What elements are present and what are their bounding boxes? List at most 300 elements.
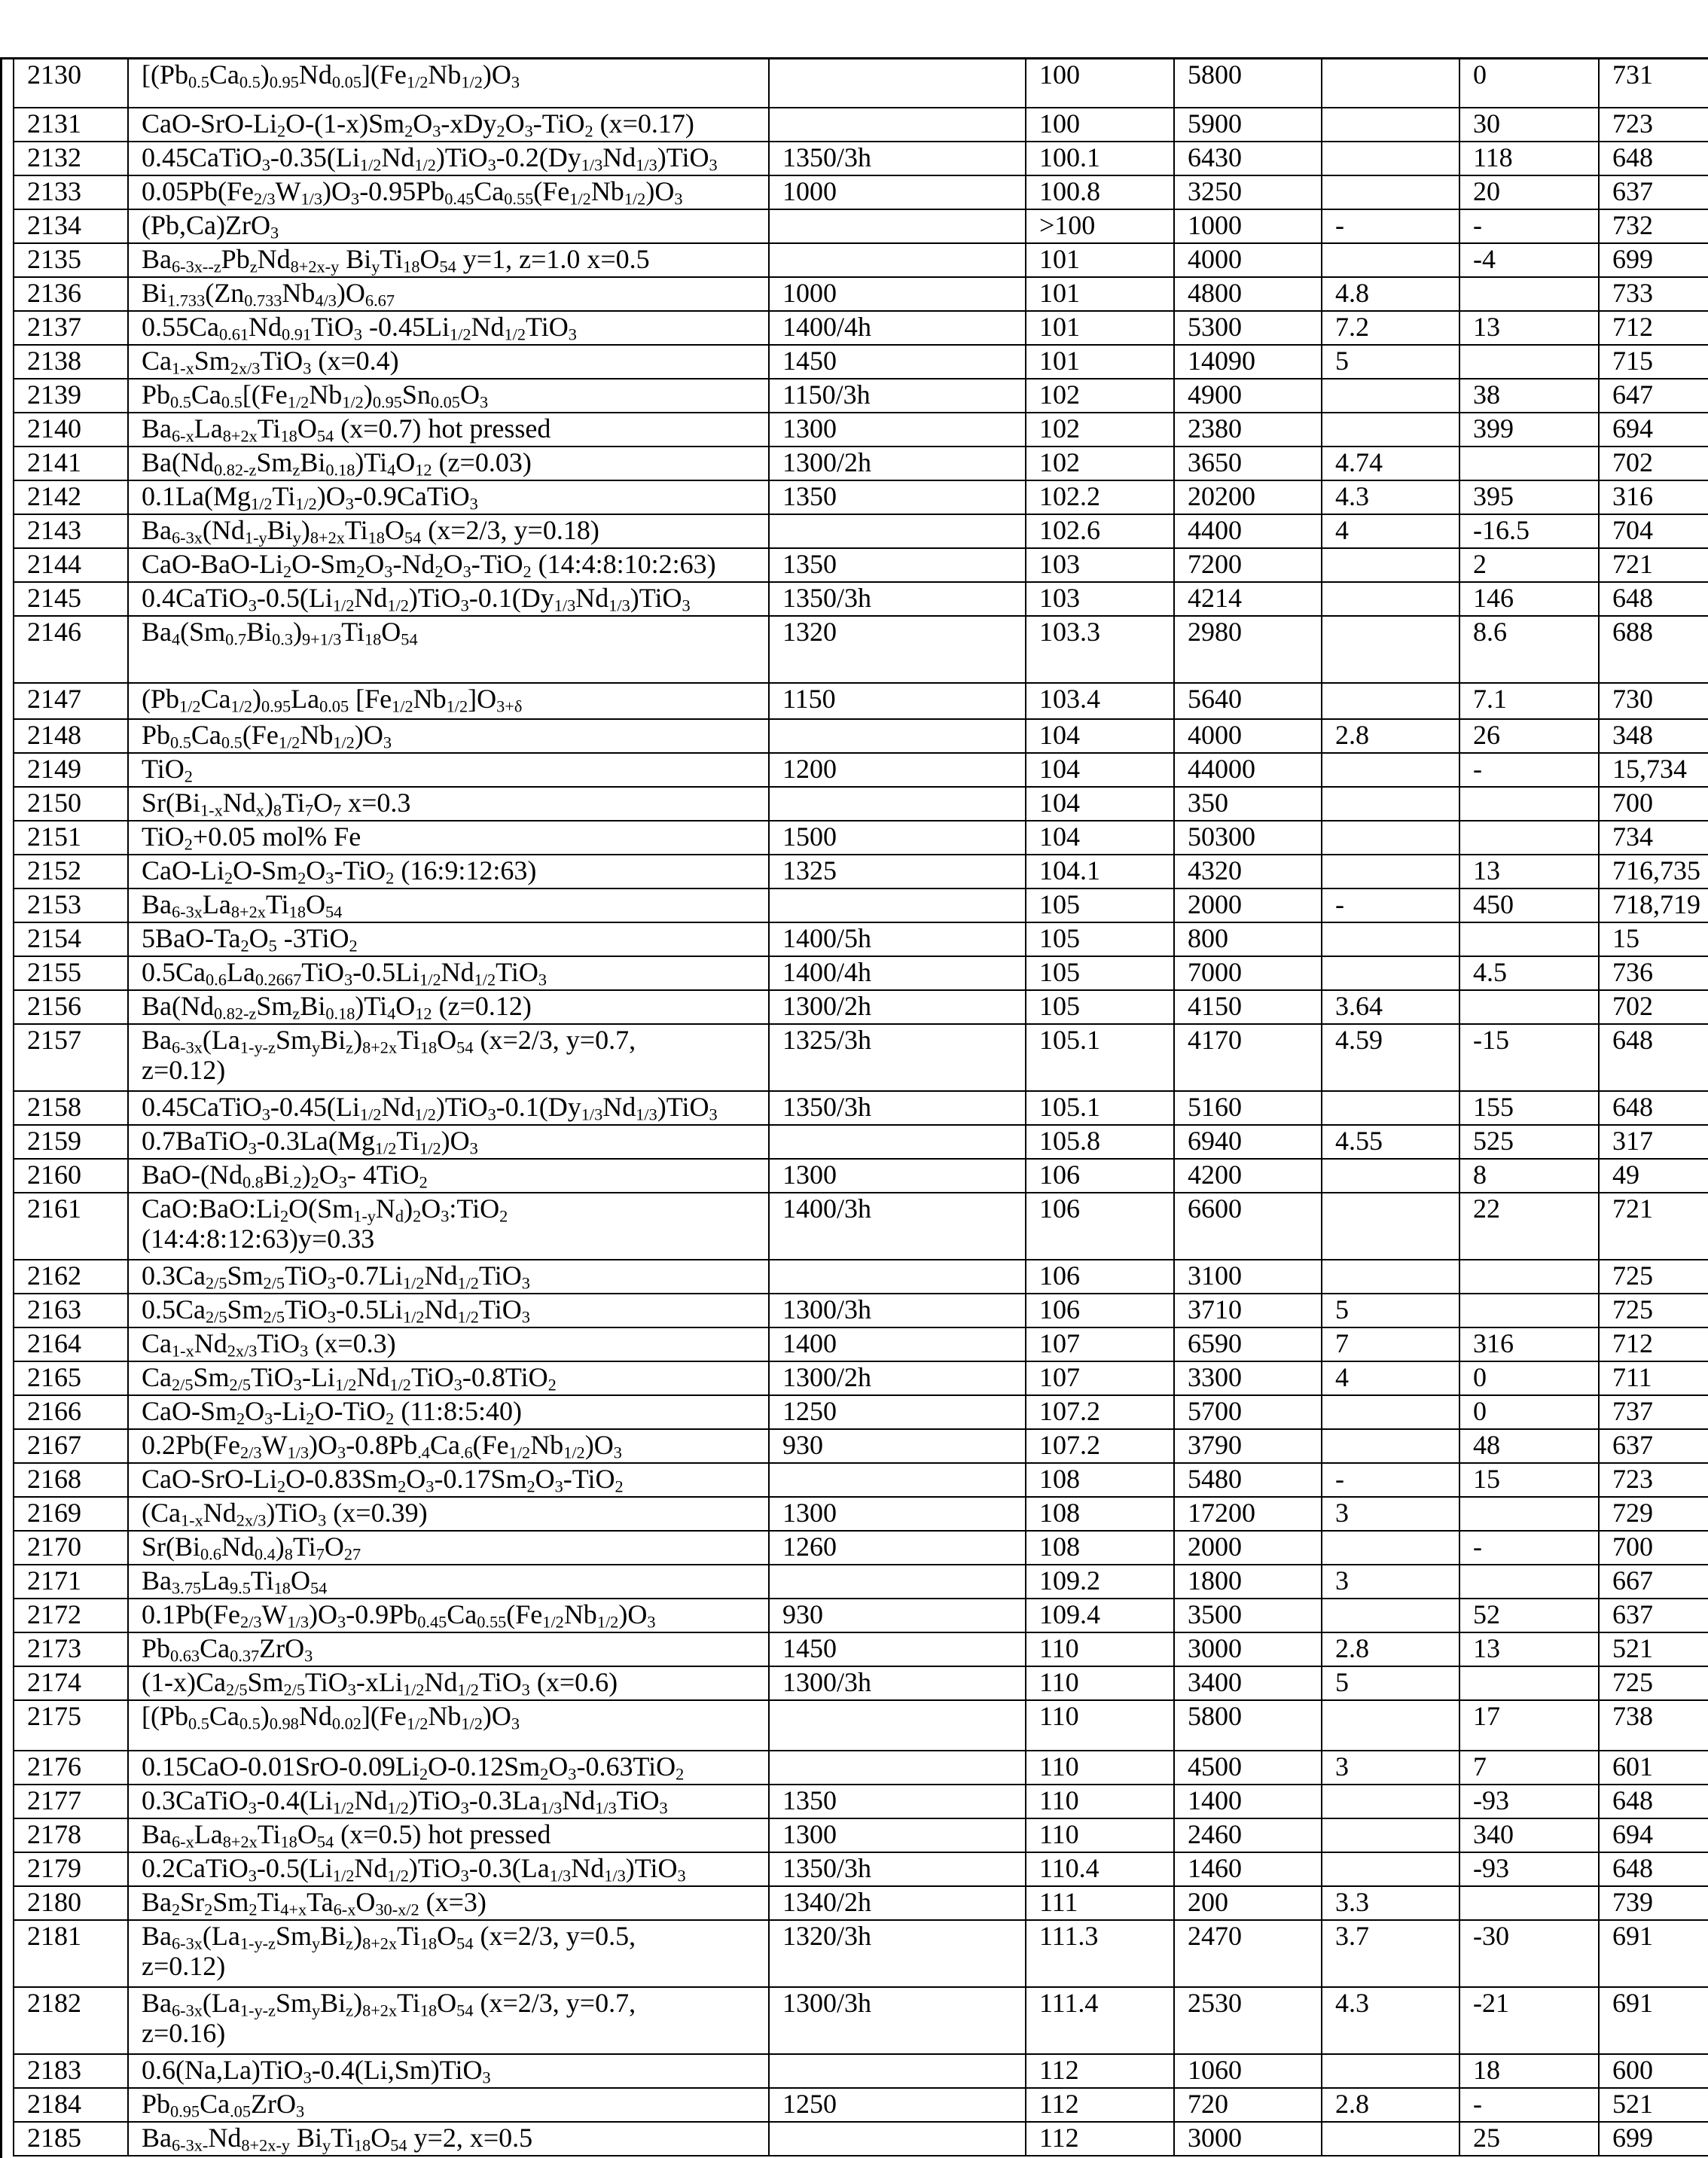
entry-number: 2160 [14,1159,128,1193]
permittivity: 106 [1026,1159,1174,1193]
composition: $Ba_{6-3x}La_{8+2x}Ti_{18}O_{54}$ [128,888,769,922]
entry-number: 2170 [14,1531,128,1565]
sintering-condition [769,2054,1026,2088]
composition: $(1-x)Ca_{2/5}Sm_{2/5}TiO_3-xLi_{1/2}Nd_{1/2}TiO_3$ (x=0.6) [128,1666,769,1700]
permittivity: 108 [1026,1497,1174,1531]
col6-value [1322,1818,1459,1852]
table-row [14,956,1708,990]
quality-factor: 3710 [1174,1294,1322,1327]
reference: 711 [1599,1361,1708,1395]
sintering-condition: 1450 [769,345,1026,379]
permittivity: 101 [1026,345,1174,379]
sintering-condition: 1400/4h [769,311,1026,345]
permittivity: 100.8 [1026,175,1174,209]
sintering-condition: 1350 [769,548,1026,582]
quality-factor: 1400 [1174,1785,1322,1818]
entry-number: 2145 [14,582,128,616]
entry-number: 2146 [14,616,128,683]
composition: $0.7BaTiO_3-0.3La(Mg_{1/2}Ti_{1/2})O_3$ [128,1125,769,1159]
quality-factor: 2380 [1174,413,1322,447]
quality-factor: 800 [1174,922,1322,956]
sintering-condition: 1000 [769,277,1026,311]
temp-coefficient: 48 [1459,1429,1599,1463]
table-row [14,582,1708,616]
col6-value: 3 [1322,1751,1459,1785]
composition: $0.4CaTiO_3-0.5(Li_{1/2}Nd_{1/2})TiO_3-0.1(Dy_{1/3}Nd_{1/3})TiO_3$ [128,582,769,616]
reference: 712 [1599,311,1708,345]
entry-number: 2183 [14,2054,128,2088]
permittivity: 103 [1026,582,1174,616]
temp-coefficient [1459,922,1599,956]
composition: $CaO:BaO:Li_2O(Sm_{1-y}N_d)_2O_3:TiO_2$ (14:4:8:12:63)y=0.33 [128,1193,769,1260]
col6-value: 3.3 [1322,1886,1459,1920]
temp-coefficient: 118 [1459,142,1599,175]
composition: $Ca_{1-x}Sm_{2x/3}TiO_3$ (x=0.4) [128,345,769,379]
reference: 700 [1599,787,1708,821]
col6-value [1322,1159,1459,1193]
permittivity: 110.4 [1026,1852,1174,1886]
quality-factor: 2000 [1174,1531,1322,1565]
temp-coefficient: 146 [1459,582,1599,616]
quality-factor: 4150 [1174,990,1322,1024]
sintering-condition: 1000 [769,175,1026,209]
permittivity: 104.1 [1026,855,1174,888]
temp-coefficient: 13 [1459,855,1599,888]
table-row [14,1327,1708,1361]
table-row [14,683,1708,719]
sintering-condition: 1250 [769,2088,1026,2122]
sintering-condition: 1300 [769,1159,1026,1193]
reference: 637 [1599,1599,1708,1632]
col6-value [1322,379,1459,413]
permittivity: 102.6 [1026,514,1174,548]
entry-number: 2141 [14,447,128,480]
permittivity: 100 [1026,59,1174,108]
quality-factor: 5900 [1174,108,1322,142]
reference: 637 [1599,1429,1708,1463]
temp-coefficient [1459,821,1599,855]
table-row [14,2122,1708,2156]
temp-coefficient [1459,447,1599,480]
permittivity: 107 [1026,1361,1174,1395]
quality-factor: 20200 [1174,480,1322,514]
temp-coefficient: 2 [1459,548,1599,582]
quality-factor: 50300 [1174,821,1322,855]
temp-coefficient: 155 [1459,1091,1599,1125]
temp-coefficient: 30 [1459,108,1599,142]
sintering-condition: 1200 [769,753,1026,787]
sintering-condition: 1300/2h [769,447,1026,480]
col6-value [1322,956,1459,990]
col6-value: 7 [1322,1327,1459,1361]
table-row [14,719,1708,753]
table-row [14,277,1708,311]
reference: 702 [1599,447,1708,480]
temp-coefficient: -30 [1459,1920,1599,1987]
reference: 736 [1599,956,1708,990]
entry-number: 2162 [14,1260,128,1294]
col6-value: 5 [1322,1294,1459,1327]
col6-value [1322,2054,1459,2088]
sintering-condition: 1325/3h [769,1024,1026,1091]
entry-number: 2136 [14,277,128,311]
sintering-condition: 1320 [769,616,1026,683]
table-row [14,990,1708,1024]
quality-factor: 3300 [1174,1361,1322,1395]
col6-value [1322,582,1459,616]
sintering-condition: 1500 [769,821,1026,855]
sintering-condition [769,787,1026,821]
reference: 738 [1599,1700,1708,1751]
quality-factor: 4400 [1174,514,1322,548]
temp-coefficient: -16.5 [1459,514,1599,548]
reference: 648 [1599,1091,1708,1125]
sintering-condition: 1300/3h [769,1294,1026,1327]
quality-factor: 1060 [1174,2054,1322,2088]
entry-number: 2176 [14,1751,128,1785]
col6-value: 4.3 [1322,1987,1459,2054]
entry-number: 2131 [14,108,128,142]
table-body [14,59,1708,2156]
composition: $Ba_{3.75}La_{9.5}Ti_{18}O_{54}$ [128,1565,769,1599]
col6-value: 4.3 [1322,480,1459,514]
permittivity: 111 [1026,1886,1174,1920]
temp-coefficient: 399 [1459,413,1599,447]
entry-number: 2161 [14,1193,128,1260]
composition: BaO-$(Nd_{0.8}Bi_{.2})_2O_3-$ 4TiO$_2$ [128,1159,769,1193]
quality-factor: 4000 [1174,719,1322,753]
permittivity: 100.1 [1026,142,1174,175]
quality-factor: 4900 [1174,379,1322,413]
sintering-condition [769,888,1026,922]
table-row [14,1920,1708,1987]
permittivity: 102.2 [1026,480,1174,514]
entry-number: 2184 [14,2088,128,2122]
reference: 732 [1599,209,1708,243]
col6-value [1322,1260,1459,1294]
composition: $5BaO-Ta_2O_5$ -3TiO$_2$ [128,922,769,956]
entry-number: 2165 [14,1361,128,1395]
reference: 694 [1599,413,1708,447]
composition: $Ca_{2/5}Sm_{2/5}TiO_3-Li_{1/2}Nd_{1/2}TiO_3-0.8TiO_2$ [128,1361,769,1395]
quality-factor: 6590 [1174,1327,1322,1361]
table-row [14,1700,1708,1751]
reference: 648 [1599,1852,1708,1886]
permittivity: 112 [1026,2088,1174,2122]
quality-factor: 14090 [1174,345,1322,379]
entry-number: 2159 [14,1125,128,1159]
permittivity: 106 [1026,1260,1174,1294]
sintering-condition [769,1751,1026,1785]
composition: $(Ca_{1-x}Nd_{2x/3})TiO_3$ (x=0.39) [128,1497,769,1531]
composition: $0.45CaTiO_3-0.45(Li_{1/2}Nd_{1/2})TiO_3-0.1(Dy_{1/3}Nd_{1/3})TiO_3$ [128,1091,769,1125]
reference: 725 [1599,1666,1708,1700]
composition: $Ba_{6-3x}(La_{1-y-z}Sm_yBi_z)_{8+2x}Ti_{18}O_{54}$ (x=2/3, y=0.5, z=0.12) [128,1920,769,1987]
reference: 721 [1599,548,1708,582]
col6-value: 2.8 [1322,1632,1459,1666]
reference: 691 [1599,1920,1708,1987]
entry-number: 2135 [14,243,128,277]
quality-factor: 5800 [1174,1700,1322,1751]
col6-value [1322,548,1459,582]
reference: 688 [1599,616,1708,683]
permittivity: 105 [1026,888,1174,922]
permittivity: 108 [1026,1463,1174,1497]
composition: $Pb_{0.5}Ca_{0.5}[(Fe_{1/2}Nb_{1/2})_{0.95}Sn_{0.05}O_3$ [128,379,769,413]
col6-value [1322,787,1459,821]
col6-value [1322,413,1459,447]
permittivity: 105.8 [1026,1125,1174,1159]
col6-value [1322,1395,1459,1429]
permittivity: 102 [1026,413,1174,447]
col6-value [1322,2122,1459,2156]
table-row [14,243,1708,277]
temp-coefficient: - [1459,2088,1599,2122]
composition: $Ba_{6-x}La_{8+2x}Ti_{18}O_{54}$ (x=0.7) hot pressed [128,413,769,447]
sintering-condition: 1300/2h [769,1361,1026,1395]
reference: 725 [1599,1294,1708,1327]
permittivity: 104 [1026,787,1174,821]
col6-value: 4.74 [1322,447,1459,480]
permittivity: 110 [1026,1700,1174,1751]
entry-number: 2175 [14,1700,128,1751]
composition: $0.3CaTiO_3-0.4(Li_{1/2}Nd_{1/2})TiO_3-0.3La_{1/3}Nd_{1/3}TiO_3$ [128,1785,769,1818]
col6-value: 7.2 [1322,311,1459,345]
table-row [14,2088,1708,2122]
col6-value: - [1322,209,1459,243]
composition: $0.1Pb(Fe_{2/3}W_{1/3})O_3-0.9Pb_{0.45}Ca_{0.55}(Fe_{1/2}Nb_{1/2})O_3$ [128,1599,769,1632]
reference: 725 [1599,1260,1708,1294]
entry-number: 2167 [14,1429,128,1463]
col6-value [1322,855,1459,888]
reference: 704 [1599,514,1708,548]
entry-number: 2137 [14,311,128,345]
table-row [14,1751,1708,1785]
reference: 700 [1599,1531,1708,1565]
entry-number: 2154 [14,922,128,956]
temp-coefficient: 17 [1459,1700,1599,1751]
col6-value [1322,1700,1459,1751]
quality-factor: 3000 [1174,1632,1322,1666]
reference: 521 [1599,2088,1708,2122]
composition: TiO$_2$+0.05 mol% Fe [128,821,769,855]
composition: $0.1La(Mg_{1/2}Ti_{1/2})O_3-0.9CaTiO_3$ [128,480,769,514]
table-row [14,209,1708,243]
reference: 734 [1599,821,1708,855]
reference: 316 [1599,480,1708,514]
reference: 721 [1599,1193,1708,1260]
quality-factor: 6940 [1174,1125,1322,1159]
sintering-condition: 1400 [769,1327,1026,1361]
quality-factor: 7000 [1174,956,1322,990]
composition: $0.5Ca_{0.6}La_{0.2667}TiO_3-0.5Li_{1/2}Nd_{1/2}TiO_3$ [128,956,769,990]
sintering-condition [769,719,1026,753]
temp-coefficient: -21 [1459,1987,1599,2054]
temp-coefficient: 450 [1459,888,1599,922]
permittivity: 105 [1026,956,1174,990]
table-row [14,548,1708,582]
sintering-condition: 1300/2h [769,990,1026,1024]
entry-number: 2164 [14,1327,128,1361]
quality-factor: 4200 [1174,1159,1322,1193]
sintering-condition: 1400/4h [769,956,1026,990]
temp-coefficient: 395 [1459,480,1599,514]
col6-value: 4.55 [1322,1125,1459,1159]
composition: $Ba(Nd_{0.82-z}Sm_zBi_{0.18})Ti_4O_{12}$ (z=0.12) [128,990,769,1024]
reference: 648 [1599,142,1708,175]
col6-value [1322,753,1459,787]
col6-value [1322,616,1459,683]
permittivity: 107 [1026,1327,1174,1361]
composition: $Bi_{1.733}(Zn_{0.733}Nb_{4/3})O_{6.67}$ [128,277,769,311]
composition: (Pb,Ca)ZrO$_3$ [128,209,769,243]
sintering-condition: 930 [769,1429,1026,1463]
quality-factor: 4170 [1174,1024,1322,1091]
col6-value: 5 [1322,345,1459,379]
entry-number: 2149 [14,753,128,787]
col6-value: 4.59 [1322,1024,1459,1091]
reference: 715 [1599,345,1708,379]
temp-coefficient: -4 [1459,243,1599,277]
temp-coefficient: 20 [1459,175,1599,209]
entry-number: 2138 [14,345,128,379]
temp-coefficient: - [1459,1531,1599,1565]
composition: $Ba(Nd_{0.82-z}Sm_zBi_{0.18})Ti_4O_{12}$ (z=0.03) [128,447,769,480]
permittivity: 101 [1026,311,1174,345]
table-row [14,1159,1708,1193]
composition: $Sr(Bi_{0.6}Nd_{0.4})_8Ti_7O_{27}$ [128,1531,769,1565]
temp-coefficient: 0 [1459,1395,1599,1429]
table-row [14,922,1708,956]
col6-value [1322,243,1459,277]
table-row [14,1531,1708,1565]
entry-number: 2178 [14,1818,128,1852]
permittivity: 105.1 [1026,1024,1174,1091]
permittivity: 104 [1026,753,1174,787]
quality-factor: 1000 [1174,209,1322,243]
table-row [14,108,1708,142]
quality-factor: 4214 [1174,582,1322,616]
quality-factor: 720 [1174,2088,1322,2122]
sintering-condition: 930 [769,1599,1026,1632]
sintering-condition: 1300 [769,1818,1026,1852]
reference: 15,734 [1599,753,1708,787]
col6-value [1322,175,1459,209]
reference: 731 [1599,59,1708,108]
quality-factor: 5160 [1174,1091,1322,1125]
table-row [14,616,1708,683]
col6-value: 5 [1322,1666,1459,1700]
sintering-condition: 1300 [769,1497,1026,1531]
table-row [14,1294,1708,1327]
temp-coefficient [1459,990,1599,1024]
entry-number: 2150 [14,787,128,821]
sintering-condition: 1320/3h [769,1920,1026,1987]
composition: CaO-$BaO-Li_2O-Sm_2O_3-Nd_2O_3-TiO_2$ (14:4:8:10:2:63) [128,548,769,582]
entry-number: 2143 [14,514,128,548]
reference: 348 [1599,719,1708,753]
sintering-condition [769,209,1026,243]
col6-value [1322,1091,1459,1125]
sintering-condition [769,243,1026,277]
sintering-condition: 1300/3h [769,1987,1026,2054]
composition: $0.05Pb(Fe_{2/3}W_{1/3})O_3-0.95Pb_{0.45}Ca_{0.55}(Fe_{1/2}Nb_{1/2})O_3$ [128,175,769,209]
temp-coefficient [1459,1886,1599,1920]
reference: 601 [1599,1751,1708,1785]
permittivity: >100 [1026,209,1174,243]
sintering-condition: 1340/2h [769,1886,1026,1920]
temp-coefficient [1459,277,1599,311]
temp-coefficient: 340 [1459,1818,1599,1852]
table-row [14,888,1708,922]
permittivity: 102 [1026,379,1174,413]
entry-number: 2172 [14,1599,128,1632]
permittivity: 110 [1026,1751,1174,1785]
reference: 637 [1599,175,1708,209]
entry-number: 2153 [14,888,128,922]
reference: 737 [1599,1395,1708,1429]
temp-coefficient: - [1459,753,1599,787]
quality-factor: 6600 [1174,1193,1322,1260]
col6-value: 4 [1322,1361,1459,1395]
col6-value [1322,821,1459,855]
entry-number: 2151 [14,821,128,855]
quality-factor: 44000 [1174,753,1322,787]
composition: $0.15CaO-0.01SrO-0.09Li_2O-0.12Sm_2O_3-0.63TiO_2$ [128,1751,769,1785]
entry-number: 2181 [14,1920,128,1987]
quality-factor: 2000 [1174,888,1322,922]
temp-coefficient [1459,1497,1599,1531]
composition: $Pb_{0.63}Ca_{0.37}ZrO_3$ [128,1632,769,1666]
composition: $0.5Ca_{2/5}Sm_{2/5}TiO_3-0.5Li_{1/2}Nd_{1/2}TiO_3$ [128,1294,769,1327]
table-row [14,175,1708,209]
reference: 648 [1599,1024,1708,1091]
quality-factor: 4500 [1174,1751,1322,1785]
composition: $Pb_{0.95}Ca_{.05}ZrO_3$ [128,2088,769,2122]
quality-factor: 4320 [1174,855,1322,888]
table-row [14,1091,1708,1125]
composition: $Ba_{6-3x}(Nd_{1-y}Bi_y)_{8+2x}Ti_{18}O_{54}$ (x=2/3, y=0.18) [128,514,769,548]
permittivity: 101 [1026,277,1174,311]
temp-coefficient: 7 [1459,1751,1599,1785]
col6-value [1322,683,1459,719]
entry-number: 2155 [14,956,128,990]
permittivity: 105 [1026,990,1174,1024]
sintering-condition: 1300 [769,413,1026,447]
composition: $0.2Pb(Fe_{2/3}W_{1/3})O_3-0.8Pb_{.4}Ca_{.6}(Fe_{1/2}Nb_{1/2})O_3$ [128,1429,769,1463]
composition: $0.45CaTiO_3-0.35(Li_{1/2}Nd_{1/2})TiO_3-0.2(Dy_{1/3}Nd_{1/3})TiO_3$ [128,142,769,175]
reference: 15 [1599,922,1708,956]
permittivity: 111.3 [1026,1920,1174,1987]
entry-number: 2134 [14,209,128,243]
permittivity: 105 [1026,922,1174,956]
entry-number: 2180 [14,1886,128,1920]
composition: 0.6(Na,La)TiO$_3$-0.4(Li,Sm)TiO$_3$ [128,2054,769,2088]
temp-coefficient: 316 [1459,1327,1599,1361]
reference: 317 [1599,1125,1708,1159]
table-row [14,1599,1708,1632]
quality-factor: 2460 [1174,1818,1322,1852]
table-row [14,1463,1708,1497]
composition: $Ba_{6-x}La_{8+2x}Ti_{18}O_{54}$ (x=0.5) hot pressed [128,1818,769,1852]
table-row [14,1886,1708,1920]
table-row [14,480,1708,514]
sintering-condition: 1350 [769,1785,1026,1818]
quality-factor: 1460 [1174,1852,1322,1886]
permittivity: 100 [1026,108,1174,142]
entry-number: 2144 [14,548,128,582]
sintering-condition: 1150/3h [769,379,1026,413]
